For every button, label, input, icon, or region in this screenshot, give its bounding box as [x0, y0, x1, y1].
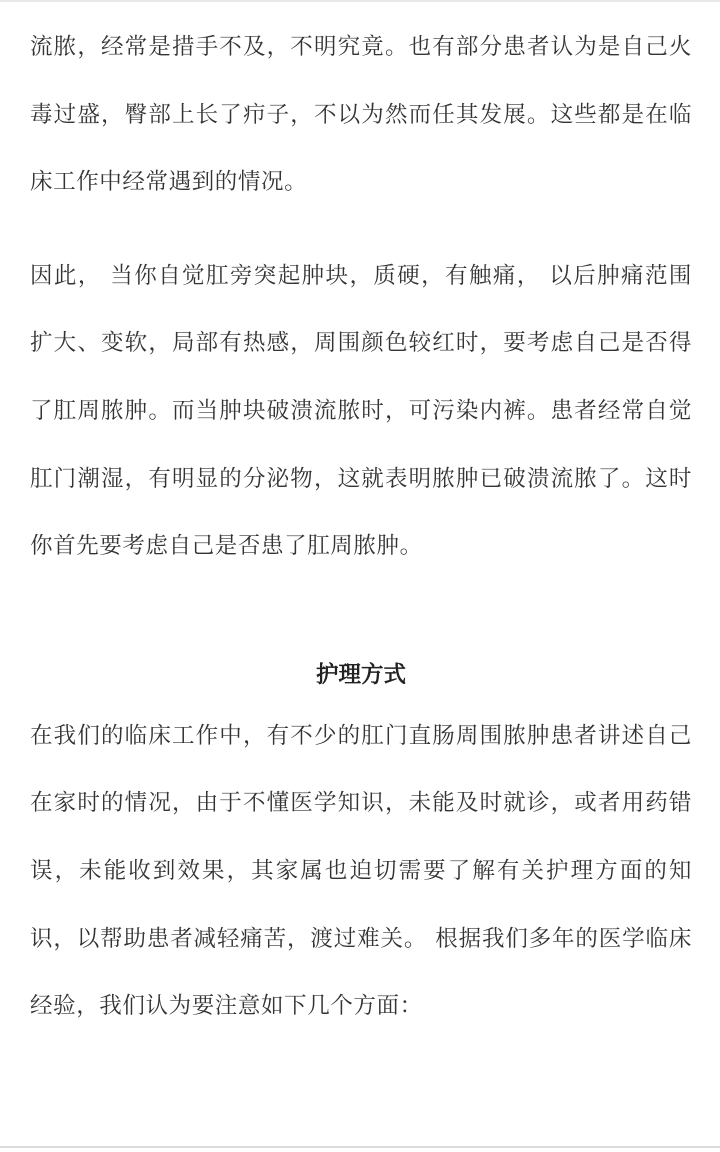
bottom-divider — [0, 1146, 720, 1148]
article-paragraph: 在我们的临床工作中，有不少的肛门直肠周围脓肿患者讲述自己在家时的情况，由于不懂医学知识，未能及时就诊，或者用药错误，未能收到效果，其家属也迫切需要了解有关护理方面的知识，以帮助患者减轻痛苦，渡过难关。 根据我们多年的医学临床经验，我们认为要注意如下几个方面： — [30, 722, 692, 1020]
article-paragraph: 因此， 当你自觉肛旁突起肿块，质硬，有触痛， 以后肿痛范围扩大、变软，局部有热感，周围颜色较红时，要考虑自己是否得了肛周脓肿。而当肿块破溃流脓时，可污染内裤。患者经常自觉肛门潮湿，有明显的分泌物，这就表明脓肿已破溃流脓了。这时你首先要考虑自己是否患了肛周脓肿。 — [30, 262, 692, 560]
article-body — [30, 14, 692, 1041]
article-paragraph: 流脓，经常是措手不及，不明究竟。也有部分患者认为是自己火毒过盛，臀部上长了疖子，不以为然而任其发展。这些都是在临床工作中经常遇到的情况。 — [30, 34, 692, 196]
section-heading: 护理方式 — [315, 661, 406, 688]
top-divider — [0, 0, 720, 2]
